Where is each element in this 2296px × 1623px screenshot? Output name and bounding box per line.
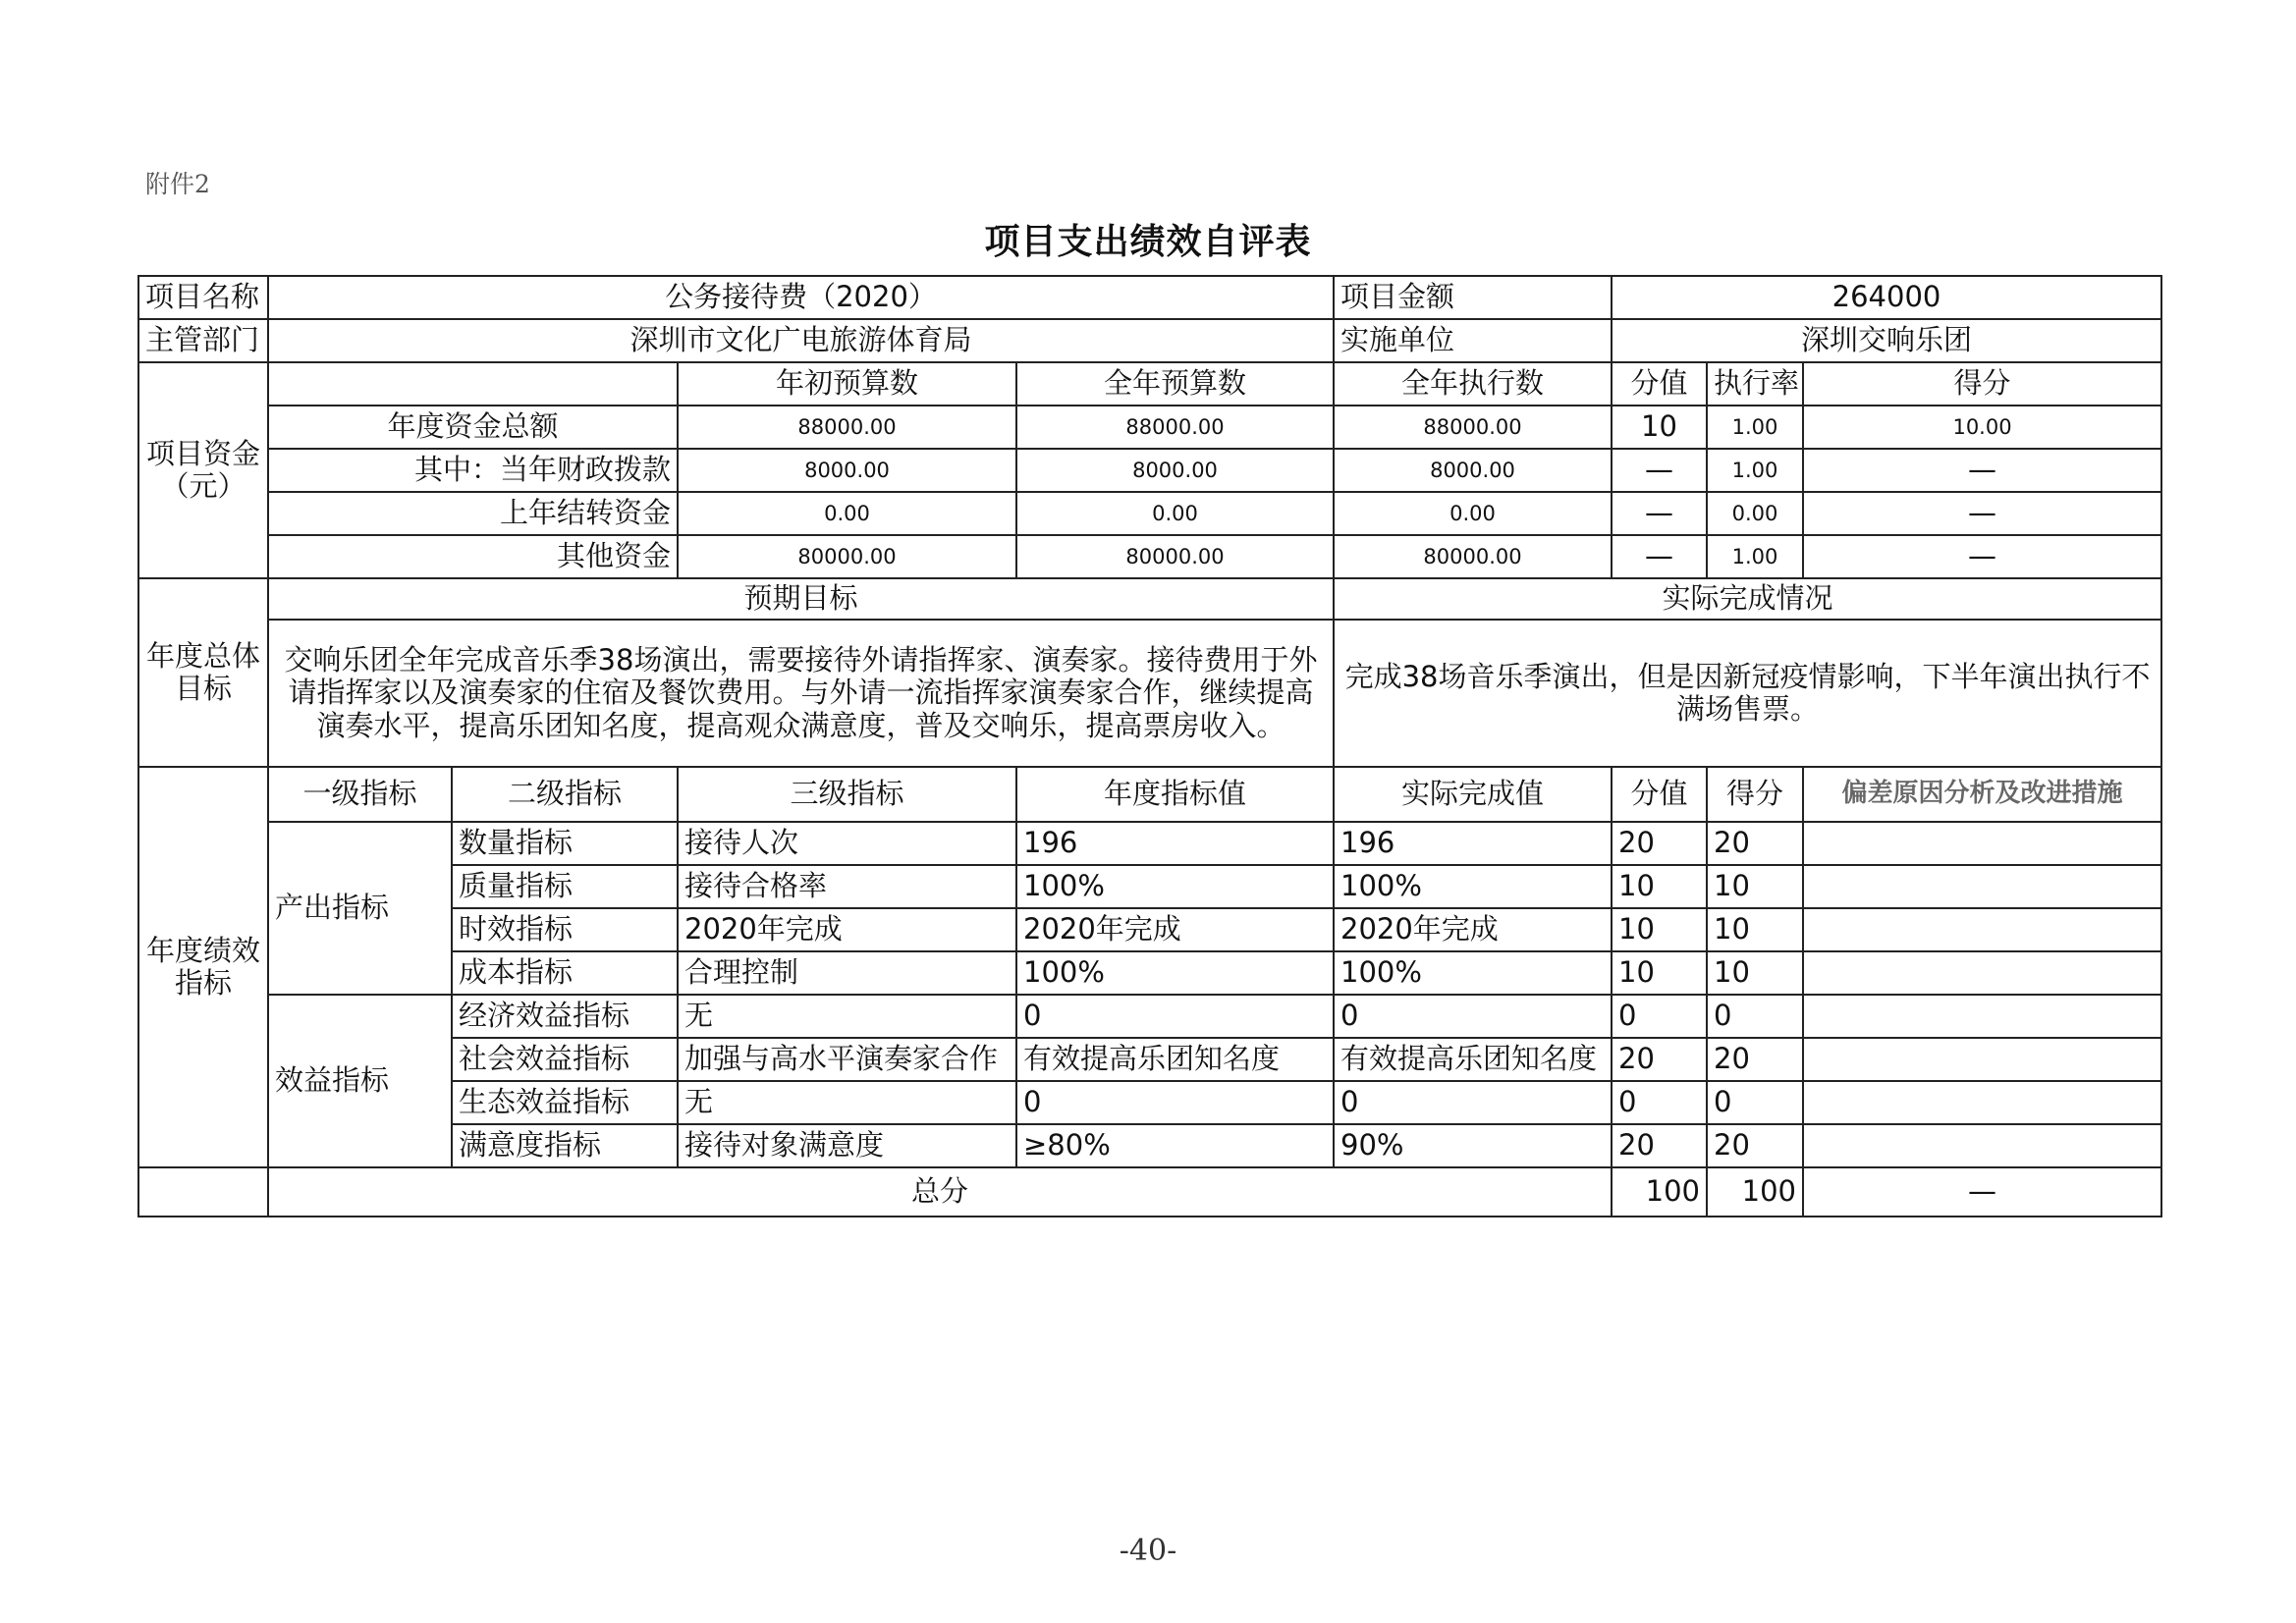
col-full-budget: 全年预算数: [1016, 362, 1334, 406]
indicator-level2: 生态效益指标: [452, 1081, 678, 1124]
col-score-value: 分值: [1612, 362, 1707, 406]
indicator-deviation: [1803, 1081, 2161, 1124]
funds-initial: 0.00: [678, 492, 1016, 535]
col-actual-value: 实际完成值: [1334, 767, 1612, 822]
indicator-level2: 质量指标: [452, 865, 678, 908]
funds-row: [138, 492, 2161, 535]
total-label: 总分: [268, 1167, 1612, 1217]
funds-initial: 8000.00: [678, 449, 1016, 492]
indicator-actual: 0: [1334, 1081, 1612, 1124]
indicator-score-value: 10: [1612, 865, 1707, 908]
indicator-score-value: 20: [1612, 1038, 1707, 1081]
indicator-level3: 加强与高水平演奏家合作: [678, 1038, 1016, 1081]
indicator-score-value: 10: [1612, 951, 1707, 995]
col-initial-budget: 年初预算数: [678, 362, 1016, 406]
indicator-annual: 2020年完成: [1016, 908, 1334, 951]
indicator-deviation: [1803, 908, 2161, 951]
funds-rate: 1.00: [1707, 406, 1803, 449]
funds-full: 0.00: [1016, 492, 1334, 535]
indicator-score: 10: [1707, 951, 1803, 995]
indicator-deviation: [1803, 951, 2161, 995]
indicator-level2: 经济效益指标: [452, 995, 678, 1038]
col-indicator-score-value: 分值: [1612, 767, 1707, 822]
project-name-label: 项目名称: [138, 276, 268, 319]
indicator-score: 10: [1707, 908, 1803, 951]
indicator-deviation: [1803, 1038, 2161, 1081]
indicator-annual: 100%: [1016, 951, 1334, 995]
funds-row-label: 其他资金: [268, 535, 678, 578]
indicator-score: 20: [1707, 1124, 1803, 1167]
expected-goal-text: 交响乐团全年完成音乐季38场演出，需要接待外请指挥家、演奏家。接待费用于外请指挥家以及演奏家的住宿及餐饮费用。与外请一流指挥家演奏家合作，继续提高演奏水平，提高乐团知名度，提高观众满意度，普及交响乐，提高票房收入。: [268, 620, 1334, 767]
indicator-row: [138, 822, 2161, 865]
indicator-actual: 90%: [1334, 1124, 1612, 1167]
col-score: 得分: [1803, 362, 2161, 406]
col-deviation: 偏差原因分析及改进措施: [1803, 767, 2161, 822]
attachment-label: 附件2: [145, 170, 210, 198]
funds-score: —: [1803, 449, 2161, 492]
indicator-level3: 2020年完成: [678, 908, 1016, 951]
col-level2: 二级指标: [452, 767, 678, 822]
actual-status-text: 完成38场音乐季演出，但是因新冠疫情影响，下半年演出执行不满场售票。: [1334, 620, 2161, 767]
indicator-deviation: [1803, 822, 2161, 865]
indicator-score-value: 10: [1612, 908, 1707, 951]
funds-rate: 0.00: [1707, 492, 1803, 535]
col-level3: 三级指标: [678, 767, 1016, 822]
indicator-score-value: 0: [1612, 995, 1707, 1038]
funds-rate: 1.00: [1707, 449, 1803, 492]
department-label: 主管部门: [138, 319, 268, 362]
indicator-actual: 196: [1334, 822, 1612, 865]
project-name-value: 公务接待费（2020）: [268, 276, 1334, 319]
indicator-level3: 合理控制: [678, 951, 1016, 995]
expected-goal-header: 预期目标: [268, 578, 1334, 620]
indicator-level2: 数量指标: [452, 822, 678, 865]
funds-full: 80000.00: [1016, 535, 1334, 578]
col-annual-value: 年度指标值: [1016, 767, 1334, 822]
funds-rate: 1.00: [1707, 535, 1803, 578]
funds-score: —: [1803, 535, 2161, 578]
indicator-actual: 2020年完成: [1334, 908, 1612, 951]
indicator-level3: 接待合格率: [678, 865, 1016, 908]
total-score-value: 100: [1612, 1167, 1707, 1217]
funds-executed: 88000.00: [1334, 406, 1612, 449]
indicator-level2: 满意度指标: [452, 1124, 678, 1167]
funds-row-label: 上年结转资金: [268, 492, 678, 535]
total-score: 100: [1707, 1167, 1803, 1217]
indicator-score: 20: [1707, 822, 1803, 865]
indicator-score-value: 20: [1612, 822, 1707, 865]
project-amount-value: 264000: [1612, 276, 2161, 319]
indicator-deviation: [1803, 1124, 2161, 1167]
funds-row-label: 年度资金总额: [268, 406, 678, 449]
funds-executed: 80000.00: [1334, 535, 1612, 578]
col-executed: 全年执行数: [1334, 362, 1612, 406]
indicator-level3: 无: [678, 995, 1016, 1038]
indicator-actual: 0: [1334, 995, 1612, 1038]
funds-full: 8000.00: [1016, 449, 1334, 492]
col-level1: 一级指标: [268, 767, 452, 822]
indicator-annual: 0: [1016, 995, 1334, 1038]
funds-initial: 88000.00: [678, 406, 1016, 449]
department-value: 深圳市文化广电旅游体育局: [268, 319, 1334, 362]
funds-score-value: —: [1612, 449, 1707, 492]
indicator-score: 0: [1707, 995, 1803, 1038]
indicator-annual: 196: [1016, 822, 1334, 865]
funds-header-blank: [268, 362, 678, 406]
indicator-level2: 时效指标: [452, 908, 678, 951]
funds-full: 88000.00: [1016, 406, 1334, 449]
indicator-level3: 无: [678, 1081, 1016, 1124]
funds-row-label: 其中：当年财政拨款: [268, 449, 678, 492]
funds-executed: 8000.00: [1334, 449, 1612, 492]
executor-value: 深圳交响乐团: [1612, 319, 2161, 362]
annual-goal-label: 年度总体目标: [138, 578, 268, 767]
indicator-annual: 有效提高乐团知名度: [1016, 1038, 1334, 1081]
col-indicator-score: 得分: [1707, 767, 1803, 822]
indicator-actual: 100%: [1334, 951, 1612, 995]
indicator-score: 20: [1707, 1038, 1803, 1081]
funds-score-value: 10: [1612, 406, 1707, 449]
indicator-level2: 社会效益指标: [452, 1038, 678, 1081]
executor-label: 实施单位: [1334, 319, 1612, 362]
total-row: [138, 1167, 2161, 1217]
col-exec-rate: 执行率: [1707, 362, 1803, 406]
indicator-annual: 0: [1016, 1081, 1334, 1124]
total-blank: [138, 1167, 268, 1217]
indicator-score: 10: [1707, 865, 1803, 908]
indicator-deviation: [1803, 865, 2161, 908]
indicator-annual: ≥80%: [1016, 1124, 1334, 1167]
funds-row: [138, 449, 2161, 492]
indicator-row: [138, 995, 2161, 1038]
funds-executed: 0.00: [1334, 492, 1612, 535]
project-amount-label: 项目金额: [1334, 276, 1612, 319]
funds-label: 项目资金（元）: [138, 362, 268, 578]
funds-score-value: —: [1612, 492, 1707, 535]
funds-row: [138, 535, 2161, 578]
indicator-score-value: 20: [1612, 1124, 1707, 1167]
indicator-annual: 100%: [1016, 865, 1334, 908]
indicator-score: 0: [1707, 1081, 1803, 1124]
funds-row: [138, 406, 2161, 449]
indicator-score-value: 0: [1612, 1081, 1707, 1124]
funds-score-value: —: [1612, 535, 1707, 578]
self-evaluation-table: [137, 275, 2162, 1217]
page-title: 项目支出绩效自评表: [984, 222, 1312, 262]
performance-label: 年度绩效指标: [138, 767, 268, 1167]
page-number: -40-: [1119, 1534, 1177, 1568]
indicator-level2: 成本指标: [452, 951, 678, 995]
indicator-actual: 有效提高乐团知名度: [1334, 1038, 1612, 1081]
indicator-level3: 接待对象满意度: [678, 1124, 1016, 1167]
actual-status-header: 实际完成情况: [1334, 578, 2161, 620]
indicator-level3: 接待人次: [678, 822, 1016, 865]
funds-initial: 80000.00: [678, 535, 1016, 578]
indicator-deviation: [1803, 995, 2161, 1038]
funds-score: 10.00: [1803, 406, 2161, 449]
funds-score: —: [1803, 492, 2161, 535]
group-output: 产出指标: [268, 822, 452, 995]
total-deviation: —: [1803, 1167, 2161, 1217]
indicator-actual: 100%: [1334, 865, 1612, 908]
group-benefit: 效益指标: [268, 995, 452, 1167]
